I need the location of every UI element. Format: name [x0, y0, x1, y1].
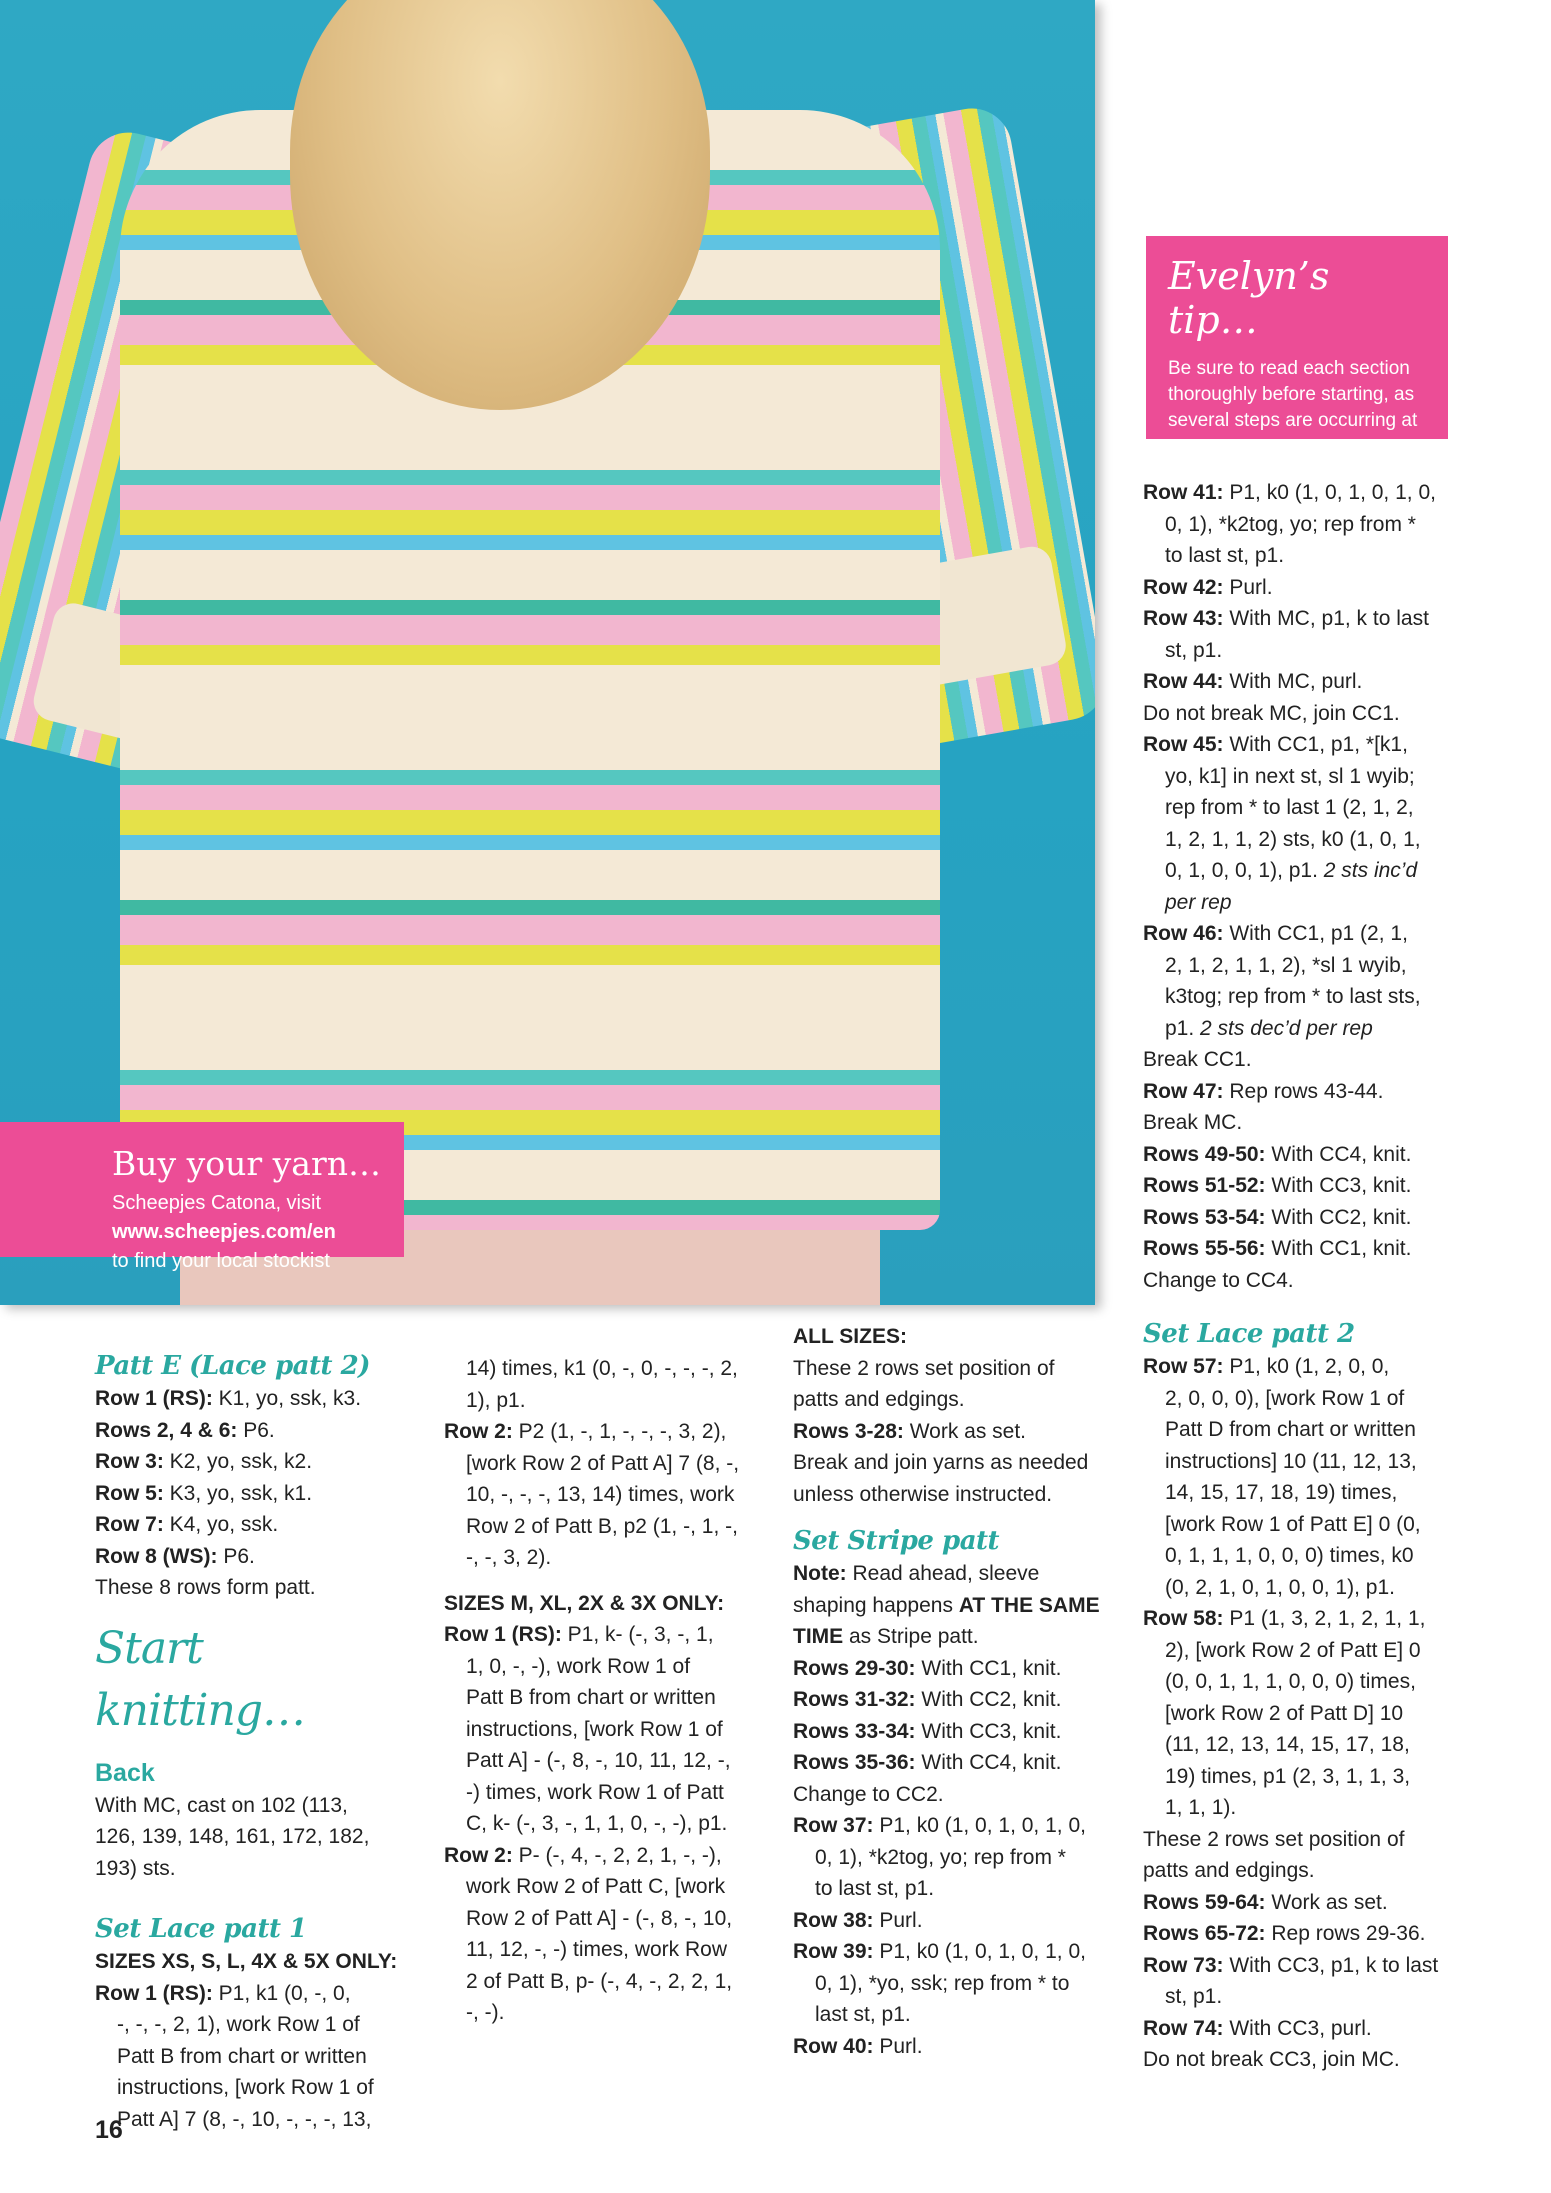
- instruction-text: Break and join yarns as needed: [793, 1451, 1089, 1474]
- instruction-text: Change to CC4.: [1143, 1268, 1294, 1292]
- instruction-text: 126, 139, 148, 161, 172, 182,: [95, 1825, 370, 1848]
- row-text: 14) times, k1 (0, -, 0, -, -, -, 2,: [466, 1357, 738, 1380]
- page-number: 16: [95, 2116, 123, 2144]
- row-text: P2 (1, -, 1, -, -, -, 3, 2),: [512, 1420, 727, 1443]
- row-label: Row 74:: [1143, 2016, 1224, 2040]
- row-label: Row 41:: [1143, 481, 1224, 504]
- back-heading: Back: [95, 1758, 155, 1787]
- sizes-label: SIZES M, XL, 2X & 3X ONLY:: [444, 1591, 725, 1615]
- row-text: Patt A] - (-, 8, -, 10, 11, 12, -,: [466, 1749, 731, 1772]
- lace-patt-2-heading: Set Lace patt 2: [1143, 1319, 1355, 1349]
- column-4: [1143, 1317, 1473, 2076]
- row-label: Rows 31-32:: [793, 1688, 916, 1711]
- row-text: P1 (1, 3, 2, 1, 2, 1, 1,: [1223, 1607, 1426, 1630]
- row-text: [work Row 2 of Patt D] 10: [1165, 1701, 1404, 1725]
- note-label: Note:: [793, 1562, 847, 1585]
- row-text: 1, 1, 1).: [1165, 1796, 1237, 1819]
- row-text: yo, k1] in next st, sl 1 wyib;: [1165, 764, 1415, 788]
- row-text: p1.: [1165, 1016, 1201, 1040]
- row-text: (0, 0, 1, 1, 1, 0, 0, 0) times,: [1165, 1670, 1416, 1693]
- row-text: (11, 12, 13, 14, 15, 17, 18,: [1165, 1733, 1410, 1756]
- row-text: work Row 2 of Patt C, [work: [466, 1875, 726, 1898]
- row-text: 2, 0, 0, 0), [work Row 1 of: [1165, 1386, 1405, 1410]
- column-2: [444, 1353, 774, 2029]
- row-label: Row 40:: [793, 2034, 874, 2058]
- row-text: Purl.: [873, 2034, 923, 2058]
- row-text: to last st, p1.: [1165, 544, 1285, 567]
- tip-text: Be sure to read each section thoroughly before starting, as several steps are occurring at once: [1168, 358, 1418, 457]
- row-text: 14, 15, 17, 18, 19) times,: [1165, 1481, 1398, 1504]
- row-label: Row 44:: [1143, 670, 1224, 693]
- row-text: 2 of Patt B, p- (-, 4, -, 2, 2, 1,: [466, 1969, 733, 1993]
- tip-box: [1146, 236, 1448, 457]
- row-text: With CC3, purl.: [1223, 2016, 1372, 2040]
- row-text: With CC3, knit.: [1265, 1174, 1412, 1197]
- buy-yarn-box: [0, 1122, 404, 1272]
- row-text: P1, k1 (0, -, 0,: [212, 1981, 351, 2005]
- row-text: P1, k0 (1, 0, 1, 0, 1, 0,: [1223, 481, 1436, 504]
- row-label: Rows 51-52:: [1143, 1174, 1266, 1197]
- row-label: Rows 33-34:: [793, 1719, 916, 1743]
- row-text: K4, yo, ssk.: [163, 1513, 279, 1536]
- row-note: 2 sts inc’d: [1323, 859, 1418, 882]
- note-text: as Stripe patt.: [843, 1625, 979, 1648]
- tip-title: Evelyn’s tip…: [1168, 254, 1330, 342]
- row-text: to last st, p1.: [815, 1877, 935, 1900]
- row-label: Row 1 (RS):: [95, 1387, 213, 1410]
- row-text: 11, 12, -, -) times, work Row: [466, 1938, 728, 1961]
- row-text: K2, yo, ssk, k2.: [163, 1450, 313, 1473]
- buy-yarn-line1: Scheepjes Catona, visit: [112, 1192, 322, 1214]
- instruction-text: 193) sts.: [95, 1856, 176, 1880]
- lace-patt-1-heading: Set Lace patt 1: [95, 1914, 307, 1944]
- row-label: Row 58:: [1143, 1607, 1224, 1630]
- row-text: 1, 2, 1, 1, 2) sts, k0 (1, 0, 1,: [1165, 827, 1421, 851]
- row-text: instructions, [work Row 1 of: [117, 2076, 374, 2099]
- row-label: Row 39:: [793, 1940, 874, 1963]
- row-label: Row 3:: [95, 1450, 164, 1473]
- row-text: Rep rows 29-36.: [1265, 1922, 1426, 1945]
- row-text: 0, 1, 1, 1, 0, 0, 0) times, k0: [1165, 1544, 1414, 1567]
- row-text: k3tog; rep from * to last sts,: [1165, 985, 1421, 1008]
- row-text: K1, yo, ssk, k3.: [212, 1387, 362, 1410]
- row-label: Row 45:: [1143, 733, 1224, 756]
- buy-yarn-url[interactable]: www.scheepjes.com/en: [112, 1221, 336, 1243]
- instruction-text: These 8 rows form patt.: [95, 1576, 316, 1599]
- row-label: Rows 2, 4 & 6:: [95, 1418, 238, 1442]
- note-text: Read ahead, sleeve: [846, 1562, 1040, 1585]
- row-text: Patt B from chart or written: [466, 1686, 716, 1709]
- row-text: With CC3, p1, k to last: [1223, 1953, 1439, 1977]
- row-text: Patt B from chart or written: [117, 2044, 367, 2068]
- row-text: st, p1.: [1165, 638, 1223, 662]
- row-text: (0, 2, 1, 0, 1, 0, 0, 1), p1.: [1165, 1575, 1395, 1599]
- row-text: instructions, [work Row 1 of: [466, 1717, 723, 1741]
- row-text: Rep rows 43-44.: [1223, 1079, 1384, 1103]
- row-label: Row 2:: [444, 1843, 513, 1867]
- buy-yarn-title: Buy your yarn…: [112, 1144, 382, 1183]
- row-text: P6.: [217, 1544, 255, 1568]
- row-text: With CC2, knit.: [915, 1688, 1062, 1711]
- row-text: With CC1, knit.: [1265, 1237, 1412, 1260]
- row-text: Work as set.: [903, 1419, 1027, 1443]
- row-text: P6.: [237, 1418, 275, 1442]
- row-label: Row 1 (RS):: [95, 1981, 213, 2005]
- start-knitting-heading: Start knitting…: [95, 1622, 306, 1736]
- row-text: C, k- (-, 3, -, 1, 1, 0, -, -), p1.: [466, 1812, 728, 1835]
- row-text: 0, 1), *k2tog, yo; rep from *: [1165, 512, 1416, 536]
- row-label: Rows 29-30:: [793, 1656, 916, 1680]
- row-label: Rows 53-54:: [1143, 1205, 1266, 1229]
- instruction-text: Change to CC2.: [793, 1782, 944, 1806]
- row-text: P1, k- (-, 3, -, 1,: [561, 1623, 714, 1646]
- row-text: -, -, -, 2, 1), work Row 1 of: [117, 2013, 360, 2036]
- row-text: Purl.: [1223, 575, 1273, 599]
- stripe-patt-heading: Set Stripe patt: [793, 1526, 1000, 1556]
- row-label: Row 46:: [1143, 922, 1224, 945]
- row-label: Row 38:: [793, 1908, 874, 1932]
- row-label: Row 7:: [95, 1513, 164, 1536]
- row-label: Rows 3-28:: [793, 1419, 904, 1443]
- row-text: 0, 1), *yo, ssk; rep from * to: [815, 1971, 1070, 1995]
- instruction-text: unless otherwise instructed.: [793, 1482, 1053, 1506]
- row-text: st, p1.: [1165, 1985, 1223, 2008]
- note-emphasis: AT THE SAME: [958, 1593, 1100, 1617]
- row-label: Row 57:: [1143, 1355, 1224, 1378]
- row-text: P1, k0 (1, 0, 1, 0, 1, 0,: [873, 1814, 1086, 1837]
- instruction-text: Break MC.: [1143, 1111, 1243, 1134]
- instruction-text: With MC, cast on 102 (113,: [95, 1793, 348, 1817]
- row-text: 2), [work Row 2 of Patt E] 0: [1165, 1638, 1421, 1662]
- buy-yarn-line3: to find your local stockist: [112, 1250, 330, 1272]
- row-text: Purl.: [873, 1908, 923, 1932]
- sizes-label: ALL SIZES:: [793, 1325, 907, 1348]
- row-text: 19) times, p1 (2, 3, 1, 1, 3,: [1165, 1764, 1411, 1788]
- row-label: Row 8 (WS):: [95, 1544, 218, 1568]
- row-text: 2, 1, 2, 1, 1, 2), *sl 1 wyib,: [1165, 953, 1407, 977]
- row-text: last st, p1.: [815, 2003, 911, 2026]
- row-text: -, -, 3, 2).: [466, 1546, 552, 1569]
- row-text: P1, k0 (1, 2, 0, 0,: [1223, 1355, 1390, 1378]
- row-text: With CC2, knit.: [1265, 1205, 1412, 1229]
- row-text: instructions] 10 (11, 12, 13,: [1165, 1449, 1417, 1473]
- instruction-text: Do not break MC, join CC1.: [1143, 701, 1400, 725]
- instruction-text: patts and edgings.: [793, 1388, 965, 1411]
- row-label: Row 42:: [1143, 575, 1224, 599]
- column-3: [793, 1321, 1123, 2062]
- column-1: [95, 1349, 425, 2135]
- note-text: shaping happens: [793, 1593, 959, 1617]
- row-text: With CC3, knit.: [915, 1719, 1062, 1743]
- row-text: Row 2 of Patt B, p2 (1, -, 1, -,: [466, 1514, 738, 1538]
- instruction-text: Break CC1.: [1143, 1048, 1252, 1071]
- row-text: Patt D from chart or written: [1165, 1418, 1416, 1441]
- row-text: With MC, p1, k to last: [1223, 607, 1429, 630]
- row-label: Rows 35-36:: [793, 1751, 916, 1774]
- row-text: 0, 1), *k2tog, yo; rep from *: [815, 1845, 1066, 1869]
- row-label: Rows 59-64:: [1143, 1890, 1266, 1914]
- row-text: With CC4, knit.: [915, 1751, 1062, 1774]
- row-text: [work Row 1 of Patt E] 0 (0,: [1165, 1512, 1421, 1536]
- instruction-text: Do not break CC3, join MC.: [1143, 2048, 1400, 2071]
- row-text: With CC1, p1, *[k1,: [1223, 733, 1408, 756]
- row-note: 2 sts dec’d per rep: [1200, 1016, 1373, 1040]
- instruction-text: patts and edgings.: [1143, 1859, 1315, 1882]
- row-text: P1, k0 (1, 0, 1, 0, 1, 0,: [873, 1940, 1086, 1963]
- row-text: Row 2 of Patt A] - (-, 8, -, 10,: [466, 1906, 733, 1930]
- row-label: Row 1 (RS):: [444, 1623, 562, 1646]
- row-text: -, -).: [466, 2001, 505, 2024]
- row-label: Row 2:: [444, 1420, 513, 1443]
- row-text: 1, 0, -, -), work Row 1 of: [466, 1654, 691, 1678]
- row-text: 1), p1.: [466, 1388, 526, 1412]
- row-text: With CC1, p1 (2, 1,: [1223, 922, 1408, 945]
- row-text: rep from * to last 1 (2, 1, 2,: [1165, 796, 1414, 819]
- row-text: Work as set.: [1265, 1890, 1388, 1914]
- instruction-text: These 2 rows set position of: [1143, 1827, 1405, 1851]
- row-text: Patt A] 7 (8, -, 10, -, -, -, 13,: [117, 2107, 372, 2131]
- row-text: With MC, purl.: [1223, 670, 1363, 693]
- sweater-photo: [0, 0, 1095, 1305]
- row-text: K3, yo, ssk, k1.: [163, 1481, 313, 1505]
- row-text: -) times, work Row 1 of Patt: [466, 1780, 724, 1804]
- row-label: Row 73:: [1143, 1953, 1224, 1977]
- row-label: Rows 49-50:: [1143, 1142, 1266, 1166]
- row-text: With CC1, knit.: [915, 1656, 1062, 1680]
- row-text: P- (-, 4, -, 2, 2, 1, -, -),: [512, 1843, 722, 1867]
- row-label: Rows 55-56:: [1143, 1237, 1266, 1260]
- sizes-label: SIZES XS, S, L, 4X & 5X ONLY:: [95, 1950, 398, 1973]
- patt-e-heading: Patt E (Lace patt 2): [95, 1351, 370, 1381]
- row-label: Rows 65-72:: [1143, 1922, 1266, 1945]
- row-text: With CC4, knit.: [1265, 1142, 1412, 1166]
- row-label: Row 5:: [95, 1481, 164, 1505]
- row-text: [work Row 2 of Patt A] 7 (8, -,: [466, 1451, 740, 1475]
- instruction-text: These 2 rows set position of: [793, 1356, 1055, 1380]
- row-label: Row 43:: [1143, 607, 1224, 630]
- column-4-top: [1143, 477, 1473, 1296]
- row-label: Row 37:: [793, 1814, 874, 1837]
- row-text: 10, -, -, -, 13, 14) times, work: [466, 1483, 735, 1506]
- row-text: 0, 1, 0, 0, 1), p1.: [1165, 859, 1324, 882]
- row-label: Row 47:: [1143, 1079, 1224, 1103]
- row-note: per rep: [1165, 890, 1232, 914]
- note-emphasis: TIME: [793, 1625, 844, 1648]
